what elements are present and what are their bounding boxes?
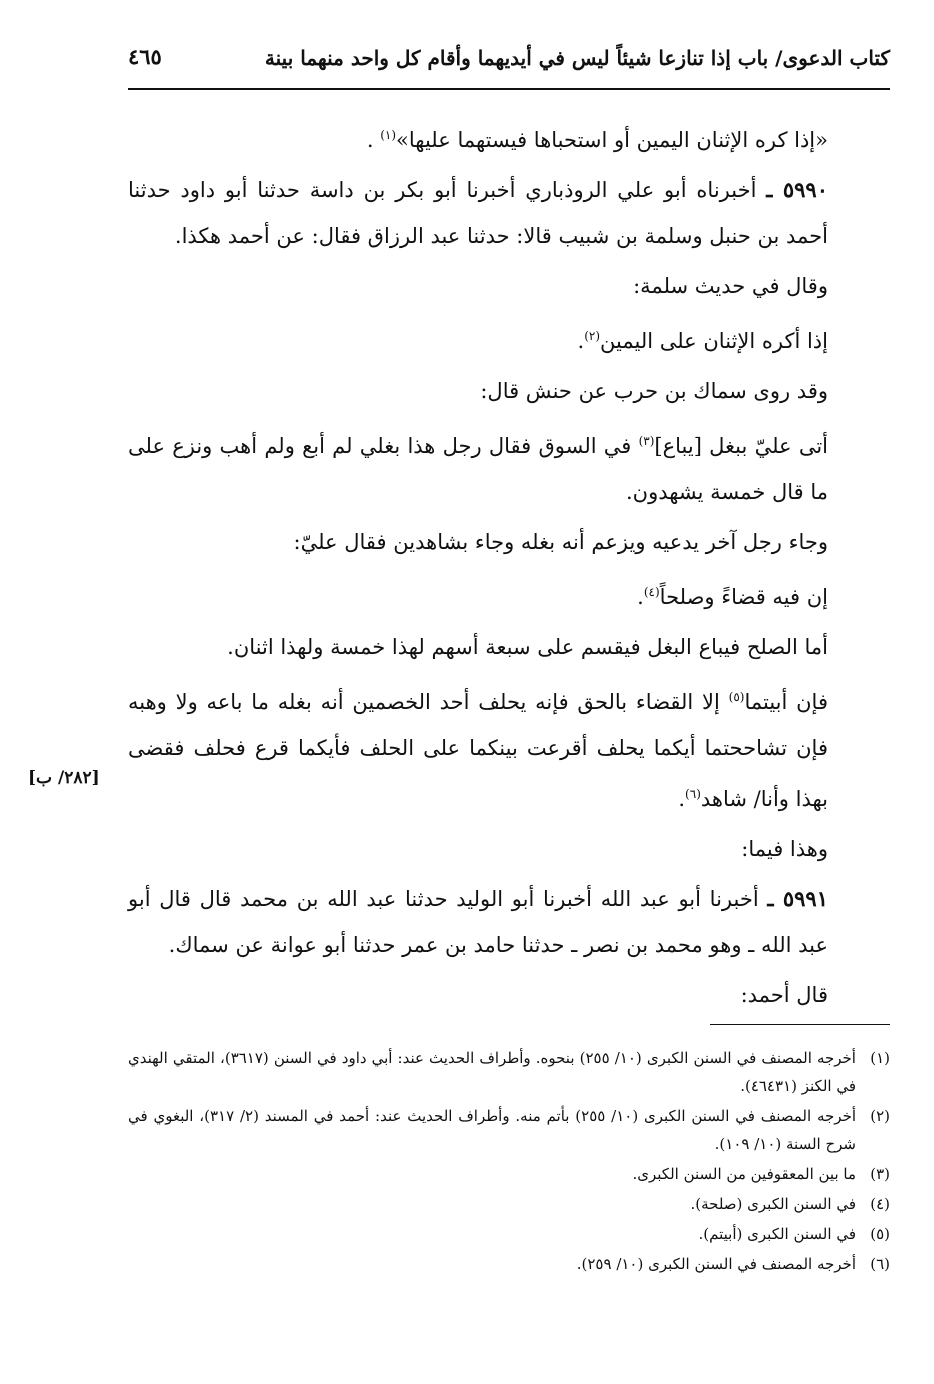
paragraph [128, 624, 890, 670]
quote-paragraph: «إذا كره الإثنان اليمين أو استحباها فيستهما عليها»$^{(١)}$ . [366, 128, 828, 152]
main-text [128, 112, 890, 1022]
footnote-ref: (٣) [638, 434, 655, 448]
paragraph-end: . [678, 787, 686, 811]
paragraph-text: أخبرنا أبو عبد الله أخبرنا أبو الوليد حدثنا عبد الله بن محمد قال قال أبو عبد الله ـ وهو محمد بن نصر ـ حدثنا حامد بن عمر حدثنا أبو عوانة عن سماك. [128, 887, 828, 957]
paragraph-text: وقال في حديث سلمة: [633, 274, 828, 298]
footnote-text: ما بين المعقوفين من السنن الكبرى. [632, 1165, 856, 1183]
paragraph-text: أتى عليّ ببغل [يباع] [654, 434, 828, 458]
running-title: كتاب الدعوى/ باب إذا تنازعا شيئاً ليس في أيديهما وأقام كل واحد منهما بينة [264, 46, 890, 70]
footnote-text: في السنن الكبرى (صلحة). [690, 1195, 856, 1213]
footnote-number: (٢) [870, 1107, 890, 1125]
hadith-5991 [128, 876, 890, 968]
footnote-ref: (٥) [728, 690, 745, 704]
paragraph [128, 569, 890, 620]
paragraph [128, 674, 890, 822]
hadith-5990 [128, 167, 890, 259]
page-number: ٤٦٥ [128, 44, 162, 69]
paragraph [128, 313, 890, 364]
paragraph-end: . [577, 329, 585, 353]
footnote [128, 1220, 890, 1248]
footnote-text: أخرجه المصنف في السنن الكبرى (١٠/ ٢٥٥) بنحوه. وأطراف الحديث عند: أبي داود في السنن (٣٦١٧)، المتقي الهندي في الكنز (٤٦٤٣١). [128, 1049, 856, 1095]
footnote-number: (٣) [870, 1165, 890, 1183]
page-header [128, 38, 890, 90]
footnote-number: (٤) [870, 1195, 890, 1213]
footnote-ref: (٢) [584, 329, 601, 343]
paragraph-end: . [637, 585, 644, 609]
hadith-number: ٥٩٩١ ـ [767, 886, 828, 911]
footnote [128, 1250, 890, 1278]
paragraph-text: أخبرناه أبو علي الروذباري أخبرنا أبو بكر بن داسة حدثنا أبو داود حدثنا أحمد بن حنبل وسلمة بن شبيب قالا: حدثنا عبد الرزاق فقال: عن أحمد هكذا. [128, 178, 828, 248]
paragraph-text: فإن أبيتما [744, 690, 828, 714]
footnote [128, 1190, 890, 1218]
paragraph-text: في السوق فقال رجل هذا بغلي لم أبع ولم أهب ونزع على ما قال خمسة يشهدون. [128, 434, 828, 504]
footnote-text: في السنن الكبرى (أبيتم). [698, 1225, 856, 1243]
footnote-number: (٥) [870, 1225, 890, 1243]
paragraph-text: وهذا فيما: [741, 837, 828, 861]
footnote-text: أخرجه المصنف في السنن الكبرى (١٠/ ٢٥٩). [576, 1255, 856, 1273]
paragraph-text: وقد روى سماك بن حرب عن حنش قال: [480, 379, 828, 403]
footnote [128, 1160, 890, 1188]
hadith-number: ٥٩٩٠ ـ [766, 177, 828, 202]
paragraph-text: إن فيه قضاءً وصلحاً [659, 585, 828, 609]
paragraph-text: وجاء رجل آخر يدعيه ويزعم أنه بغله وجاء بشاهدين فقال عليّ: [293, 530, 828, 554]
footnote-text: أخرجه المصنف في السنن الكبرى (١٠/ ٢٥٥) بأتم منه. وأطراف الحديث عند: أحمد في المسند (٢/ ٣١٧)، البغوي في شرح السنة (١٠/ ١٠٩). [128, 1107, 857, 1153]
paragraph [128, 263, 890, 309]
margin-folio-note: [٢٨٢/ ب] [28, 768, 100, 788]
footnote-separator [710, 1024, 890, 1025]
footnote-number: (١) [870, 1049, 890, 1067]
paragraph [128, 826, 890, 872]
paragraph [128, 972, 890, 1018]
footnote [128, 1044, 890, 1100]
paragraph-text: «إذا كره الإثنان اليمين أو استحباها فيستهما عليها» [396, 128, 828, 152]
footnote-ref: (٦) [685, 787, 701, 801]
paragraph [128, 418, 890, 515]
footnote-ref: (١) [380, 128, 397, 142]
footnote-ref: (٤) [643, 585, 660, 599]
paragraph [128, 368, 890, 414]
paragraph-text: إذا أكره الإثنان على اليمين [600, 329, 828, 353]
paragraph-text: إلا القضاء بالحق فإنه يحلف أحد الخصمين أنه بغله ما باعه ولا وهبه فإن تشاححتما أيكما يحلف أقرعت بينكما على الحلف فأيكما قرع فحلف فقضى بهذا وأنا/ شاهد [128, 690, 828, 811]
footnotes [128, 1044, 890, 1280]
footnote [128, 1102, 890, 1158]
paragraph-text: قال أحمد: [740, 983, 828, 1007]
paragraph [128, 519, 890, 565]
paragraph-text: أما الصلح فيباع البغل فيقسم على سبعة أسهم لهذا خمسة ولهذا اثنان. [227, 635, 828, 659]
footnote-number: (٦) [870, 1255, 890, 1273]
